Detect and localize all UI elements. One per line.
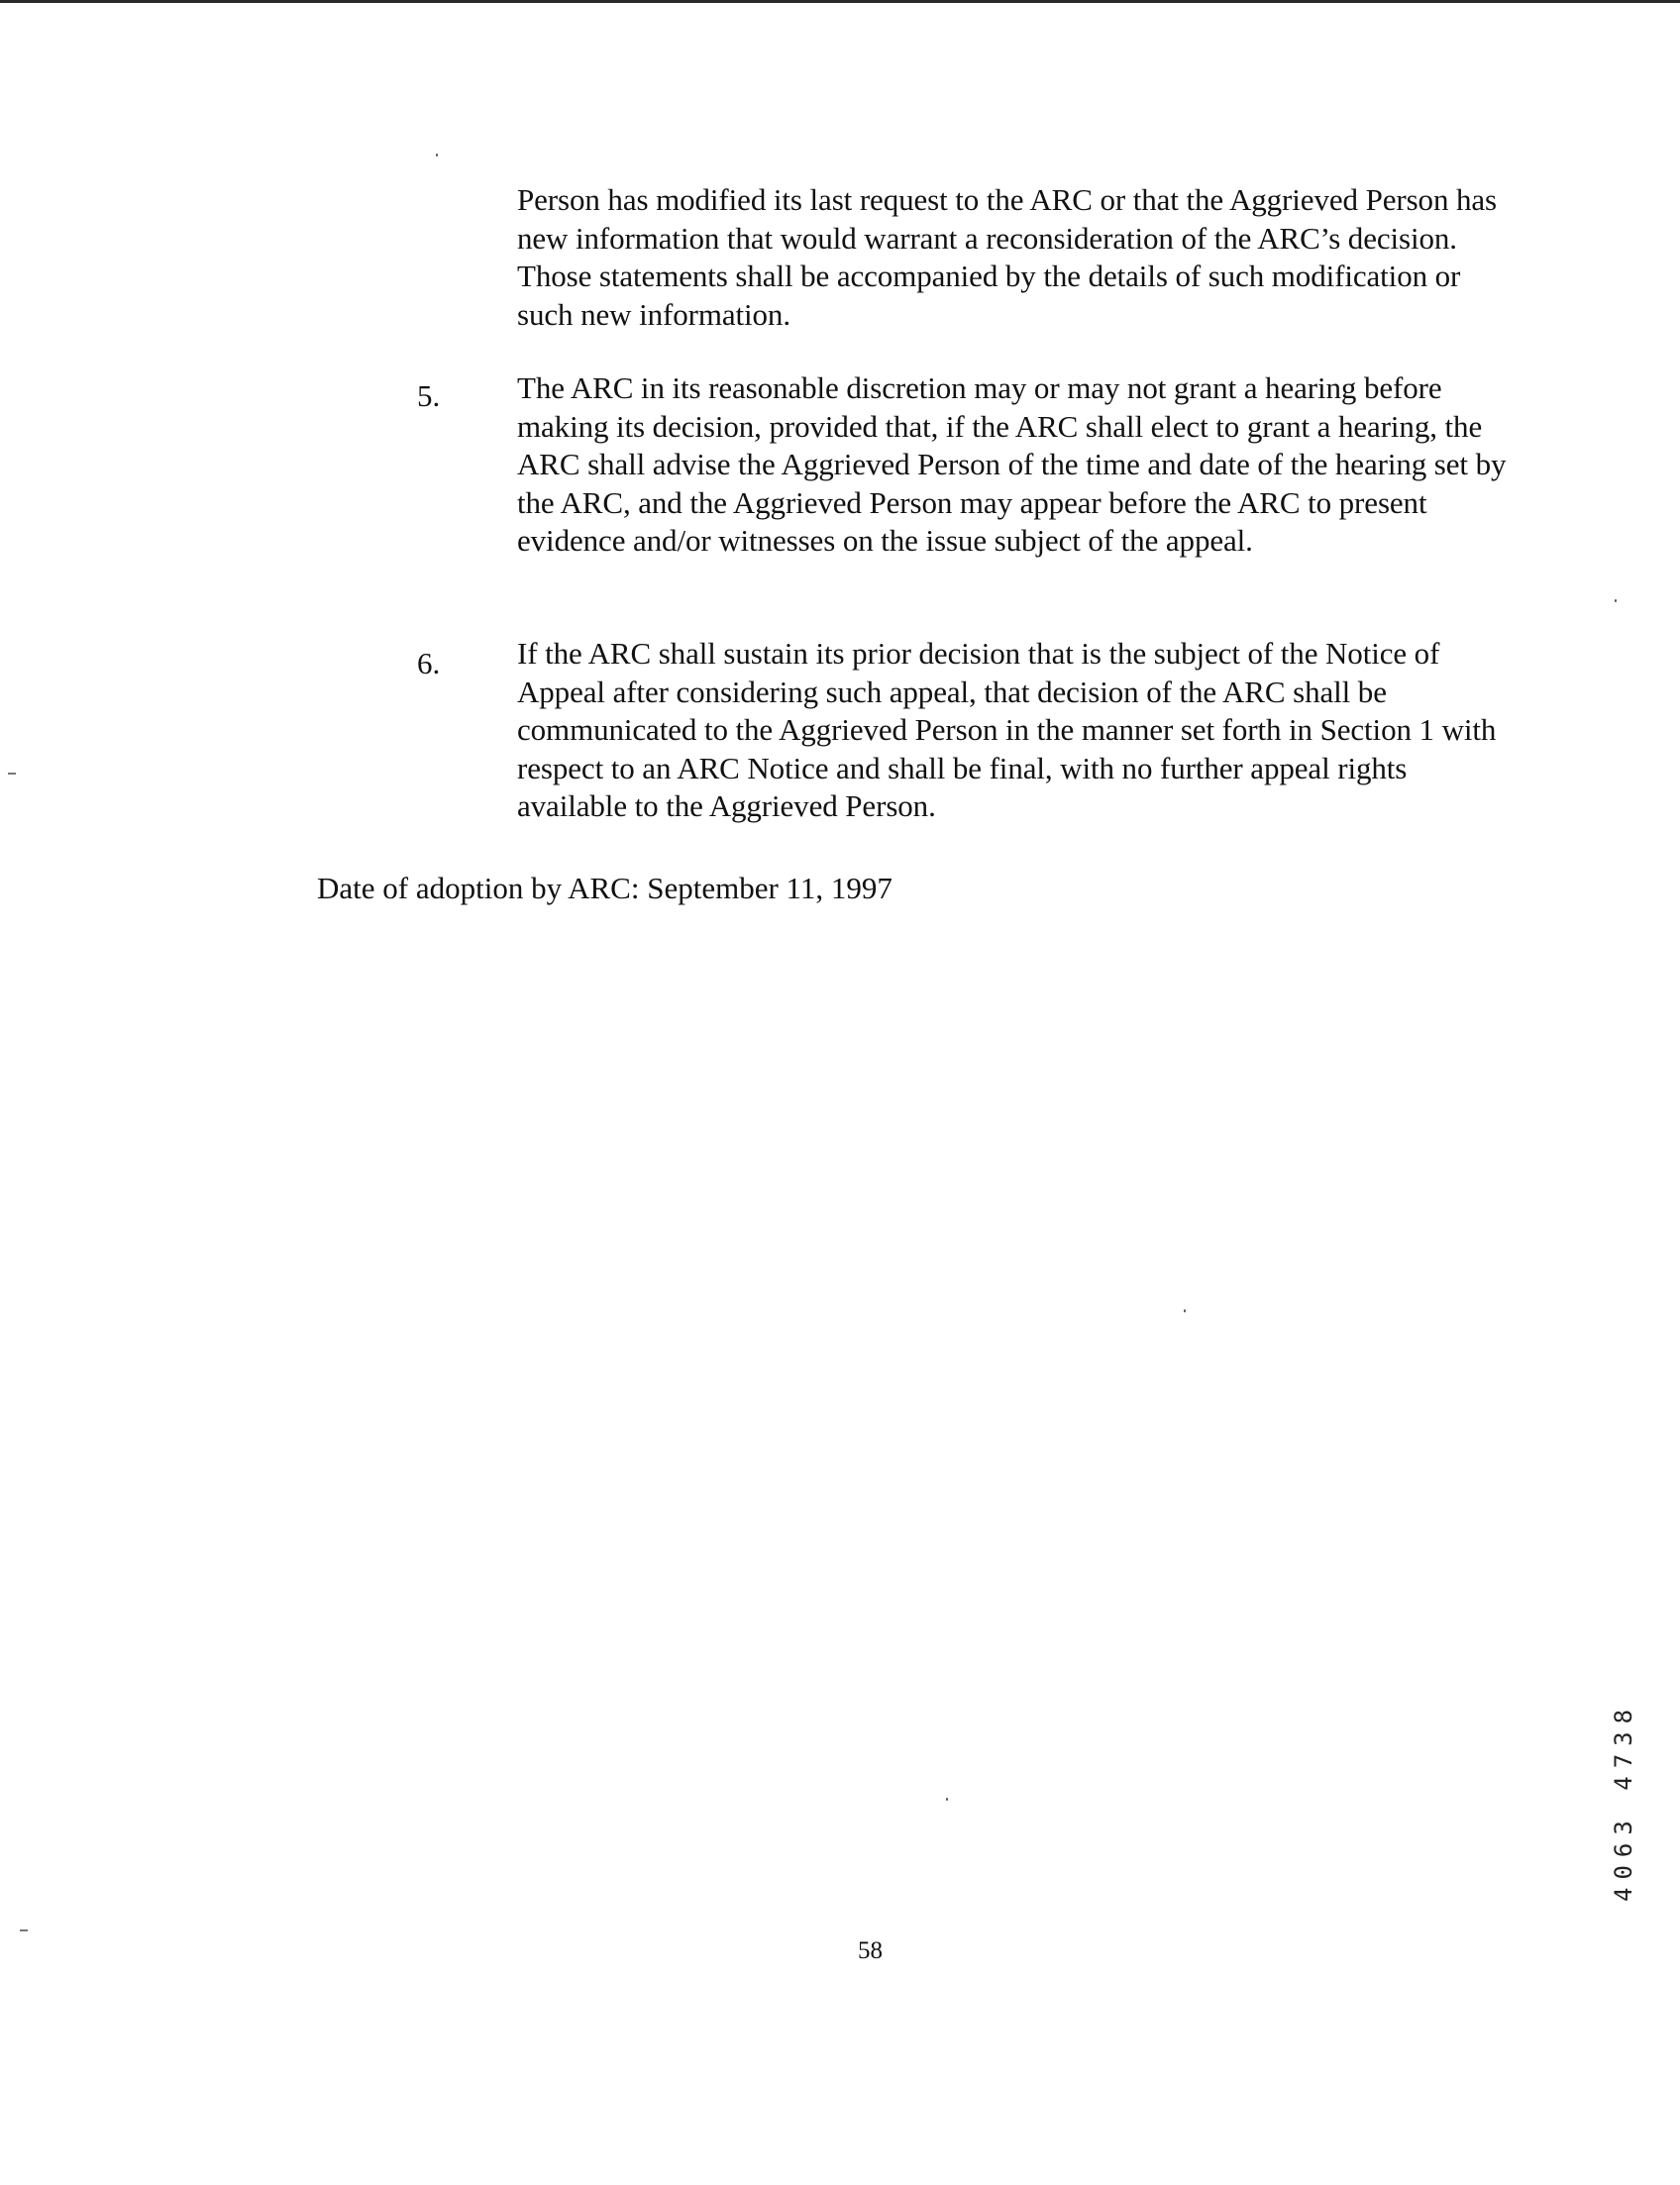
page-number: 58 xyxy=(858,1937,883,1964)
item-number-6: 6. xyxy=(417,646,441,680)
scan-margin-mark xyxy=(8,773,16,775)
scan-margin-mark xyxy=(20,1929,28,1931)
item-text-5: The ARC in its reasonable discretion may or may not grant a hearing before making its decision, provided that, if the ARC shall elect to grant a hearing, the ARC shall advise the Aggrieved Person of the time and date of the hearing set by the ARC, and the Aggrieved Person may appear before the ARC to present evidence and/or witnesses on the issue subject of the appeal. xyxy=(517,370,1507,558)
bates-stamp: 4063 4738 xyxy=(1610,1701,1637,1902)
scan-speck xyxy=(946,1798,948,1801)
item-text-6: If the ARC shall sustain its prior decision that is the subject of the Notice of Appeal after considering such appeal, that decision of the ARC shall be communicated to the Aggrieved Person in the manner set forth in Section 1 with respect to an ARC Notice and shall be final, with no further appeal rights available to the Aggrieved Person. xyxy=(517,636,1497,823)
continuation-paragraph: Person has modified its last request to the ARC or that the Aggrieved Person has new information that would warrant a reconsideration of the ARC’s decision. Those statements shall be accompanied by the details of such modification or such new information. xyxy=(517,182,1498,332)
scan-speck xyxy=(436,154,438,156)
item-number-5: 5. xyxy=(417,378,441,413)
adoption-date-line: Date of adoption by ARC: September 11, 1997 xyxy=(317,871,892,905)
scan-speck xyxy=(1615,599,1617,602)
scan-speck xyxy=(1184,1309,1186,1312)
scan-top-edge xyxy=(0,0,1680,3)
